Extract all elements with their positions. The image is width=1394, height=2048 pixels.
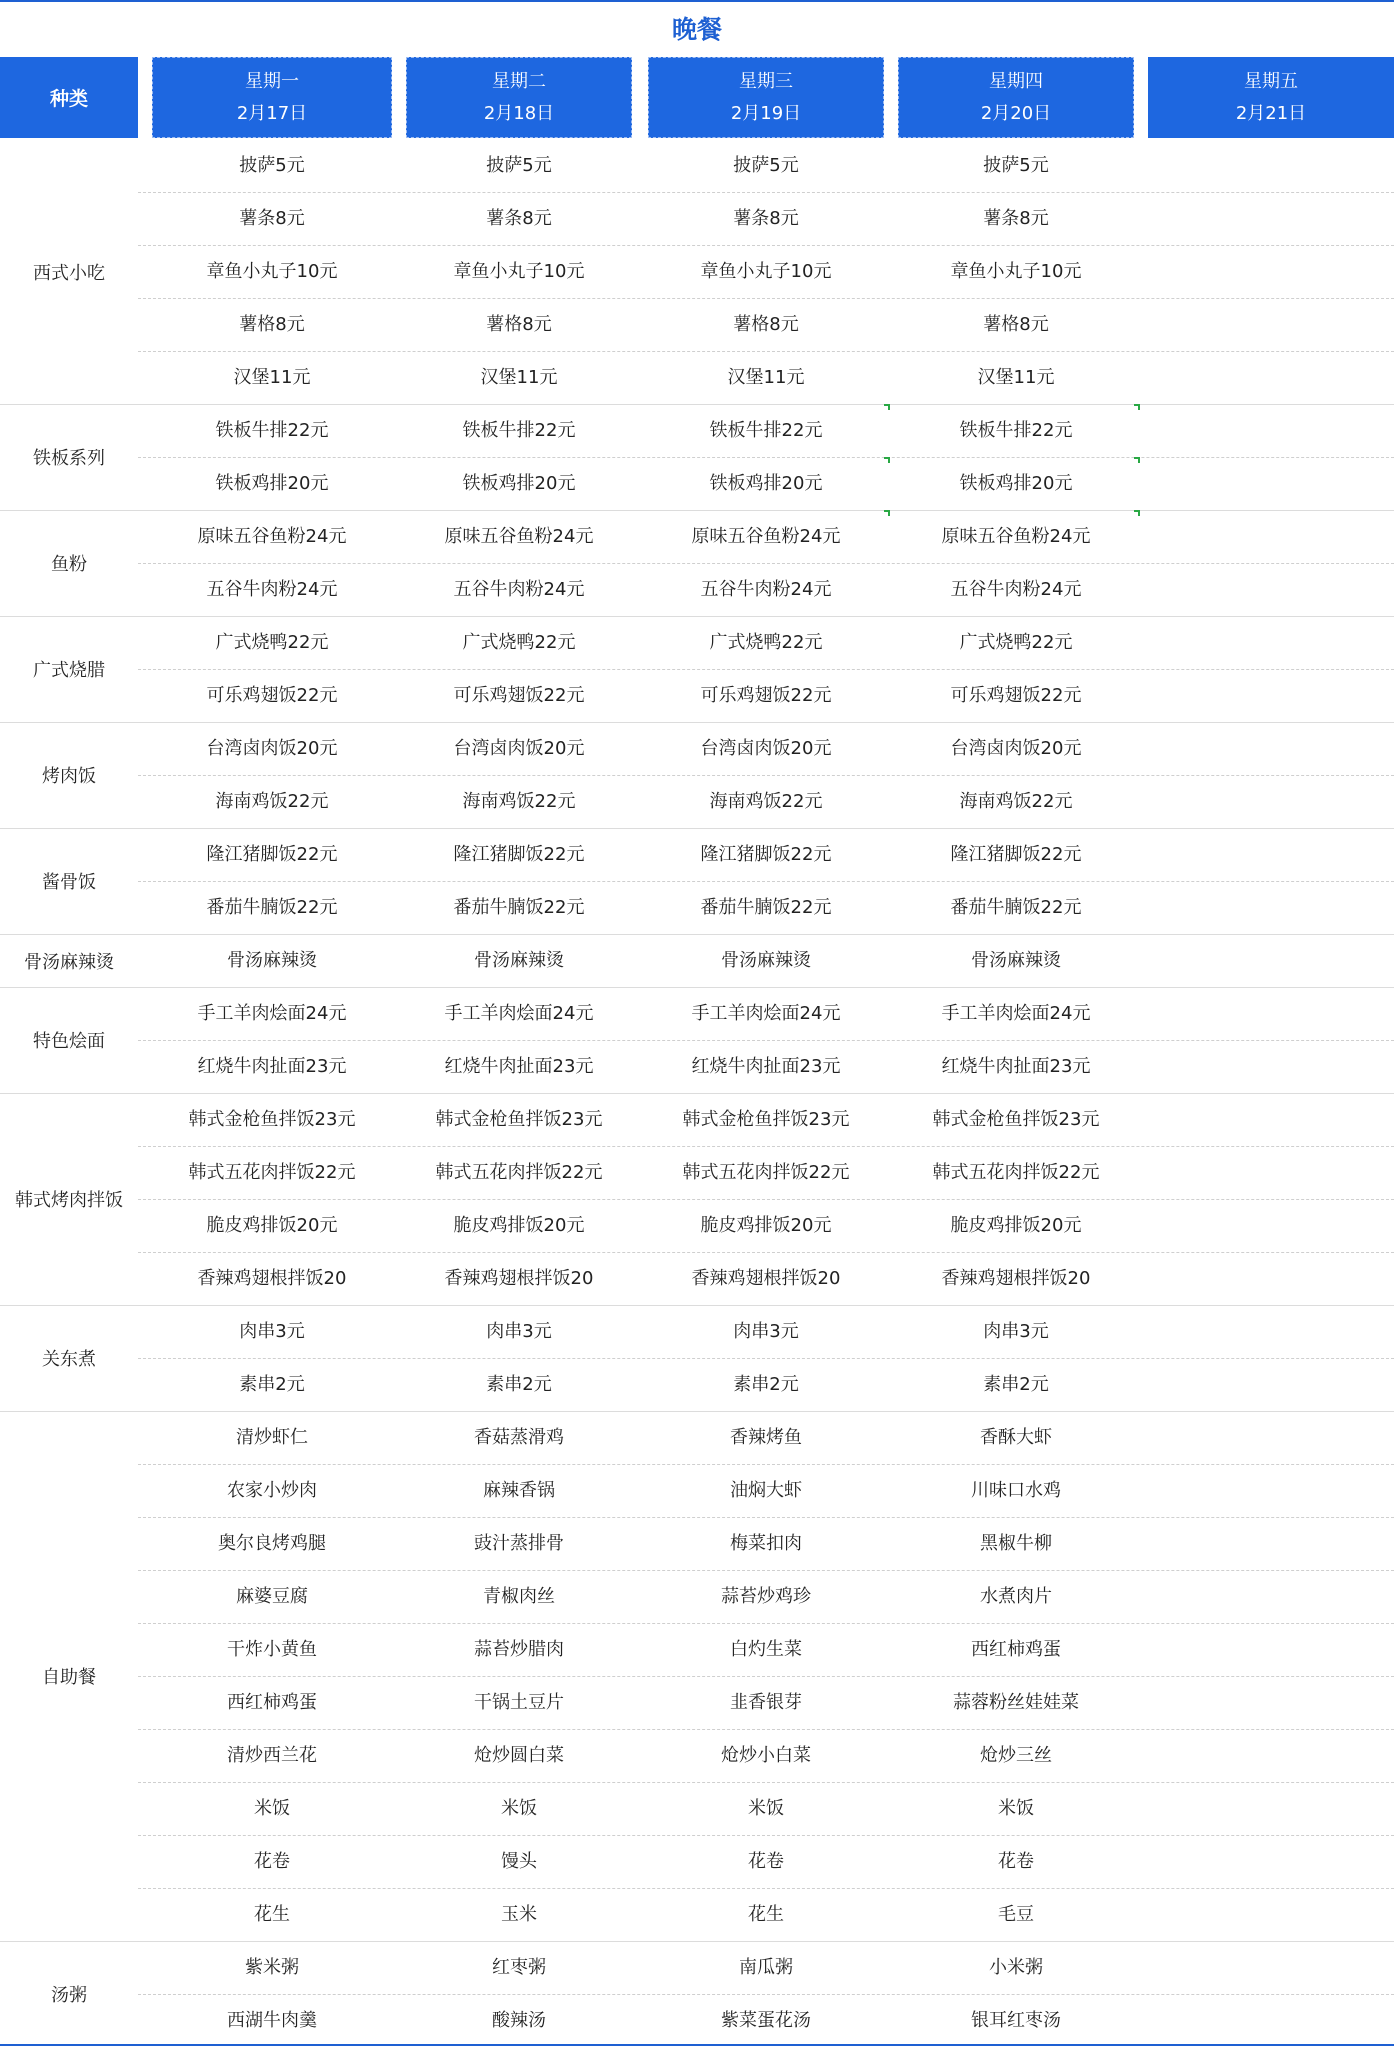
menu-item-cell: 奥尔良烤鸡腿 <box>218 1533 326 1554</box>
menu-item-cell <box>1151 1888 1391 1941</box>
category-label: 关东煮 <box>42 1349 96 1370</box>
menu-item-cell: 肉串3元 <box>733 1321 799 1342</box>
menu-item-cell: 黑椒牛柳 <box>980 1533 1052 1554</box>
menu-item-cell: 台湾卤肉饭20元 <box>950 738 1082 759</box>
day-header-mon <box>152 57 392 138</box>
cell-marker <box>1134 457 1140 463</box>
menu-item-cell: 肉串3元 <box>239 1321 305 1342</box>
menu-item-cell: 铁板牛排22元 <box>462 420 576 441</box>
menu-item-cell: 披萨5元 <box>983 155 1049 176</box>
menu-item-cell: 干锅土豆片 <box>474 1692 564 1713</box>
menu-item-cell: 五谷牛肉粉24元 <box>700 579 832 600</box>
menu-item-cell <box>1151 1411 1391 1464</box>
menu-item-cell: 韩式五花肉拌饭22元 <box>682 1162 850 1183</box>
menu-item-cell: 香辣鸡翅根拌饭20 <box>691 1268 841 1289</box>
menu-item-cell <box>1151 934 1391 987</box>
menu-item-cell: 原味五谷鱼粉24元 <box>941 526 1091 547</box>
menu-item-cell: 隆江猪脚饭22元 <box>700 844 832 865</box>
category-label: 骨汤麻辣烫 <box>24 951 114 973</box>
menu-item-cell: 水煮肉片 <box>980 1586 1052 1607</box>
menu-item-cell: 番茄牛腩饭22元 <box>950 897 1082 918</box>
menu-item-cell: 农家小炒肉 <box>227 1480 317 1501</box>
menu-item-cell: 可乐鸡翅饭22元 <box>950 685 1082 706</box>
menu-item-cell: 清炒西兰花 <box>227 1745 317 1766</box>
day-header-weekday: 星期四 <box>989 70 1043 92</box>
menu-item-cell: 章鱼小丸子10元 <box>206 261 338 282</box>
menu-item-cell: 薯格8元 <box>239 314 305 335</box>
menu-item-cell: 肉串3元 <box>983 1321 1049 1342</box>
menu-item-cell: 可乐鸡翅饭22元 <box>206 685 338 706</box>
menu-item-cell <box>1151 139 1391 192</box>
bottom-border <box>0 2044 1394 2046</box>
menu-item-cell <box>1151 1464 1391 1517</box>
category-label: 汤粥 <box>51 1985 87 2006</box>
menu-item-cell: 薯格8元 <box>486 314 552 335</box>
menu-item-cell <box>1151 563 1391 616</box>
menu-item-cell: 披萨5元 <box>239 155 305 176</box>
menu-item-cell: 汉堡11元 <box>480 367 558 388</box>
menu-item-cell <box>1151 1040 1391 1093</box>
menu-item-cell: 汉堡11元 <box>727 367 805 388</box>
menu-item-cell: 可乐鸡翅饭22元 <box>453 685 585 706</box>
menu-item-cell: 米饭 <box>998 1798 1034 1819</box>
menu-item-cell: 汉堡11元 <box>233 367 311 388</box>
menu-item-cell: 原味五谷鱼粉24元 <box>197 526 347 547</box>
cell-marker <box>884 404 890 410</box>
cell-marker <box>1134 510 1140 516</box>
menu-item-cell <box>1151 722 1391 775</box>
menu-item-cell: 薯条8元 <box>983 208 1049 229</box>
menu-item-cell: 酸辣汤 <box>492 2010 546 2031</box>
menu-item-cell: 手工羊肉烩面24元 <box>941 1003 1091 1024</box>
menu-item-cell: 蒜苔炒腊肉 <box>474 1639 564 1660</box>
menu-item-cell <box>1151 1941 1391 1994</box>
menu-item-cell <box>1151 1835 1391 1888</box>
menu-item-cell: 花生 <box>748 1904 784 1925</box>
menu-item-cell: 铁板鸡排20元 <box>462 473 576 494</box>
menu-item-cell: 骨汤麻辣烫 <box>721 950 811 971</box>
menu-item-cell: 薯条8元 <box>733 208 799 229</box>
menu-item-cell: 台湾卤肉饭20元 <box>453 738 585 759</box>
menu-item-cell: 手工羊肉烩面24元 <box>444 1003 594 1024</box>
cell-marker <box>884 510 890 516</box>
menu-item-cell: 韩式五花肉拌饭22元 <box>932 1162 1100 1183</box>
day-header-date: 2月19日 <box>730 102 802 124</box>
menu-item-cell: 红烧牛肉扯面23元 <box>941 1056 1091 1077</box>
menu-item-cell: 骨汤麻辣烫 <box>227 950 317 971</box>
menu-item-cell: 手工羊肉烩面24元 <box>197 1003 347 1024</box>
menu-item-cell: 西红柿鸡蛋 <box>971 1639 1061 1660</box>
menu-item-cell <box>1151 1729 1391 1782</box>
menu-item-cell: 素串2元 <box>733 1374 799 1395</box>
menu-item-cell <box>1151 1994 1391 2047</box>
menu-item-cell: 骨汤麻辣烫 <box>971 950 1061 971</box>
menu-item-cell: 白灼生菜 <box>730 1639 802 1660</box>
menu-item-cell: 素串2元 <box>239 1374 305 1395</box>
day-header-weekday: 星期五 <box>1244 70 1298 92</box>
menu-item-cell <box>1151 1146 1391 1199</box>
day-header-date: 2月21日 <box>1235 102 1307 124</box>
menu-item-cell: 紫米粥 <box>245 1957 299 1978</box>
menu-item-cell: 豉汁蒸排骨 <box>474 1533 564 1554</box>
menu-item-cell: 红烧牛肉扯面23元 <box>197 1056 347 1077</box>
day-header-wed <box>648 57 884 138</box>
day-header-date: 2月17日 <box>236 102 308 124</box>
menu-item-cell: 西红柿鸡蛋 <box>227 1692 317 1713</box>
menu-item-cell: 玉米 <box>501 1904 537 1925</box>
category-header-label: 种类 <box>49 88 88 110</box>
menu-item-cell: 海南鸡饭22元 <box>215 791 329 812</box>
category-label: 西式小吃 <box>33 262 105 284</box>
menu-item-cell <box>1151 669 1391 722</box>
menu-item-cell: 番茄牛腩饭22元 <box>700 897 832 918</box>
menu-item-cell: 香辣烤鱼 <box>730 1427 802 1448</box>
menu-item-cell: 干炸小黄鱼 <box>227 1639 317 1660</box>
menu-item-cell: 米饭 <box>501 1798 537 1819</box>
day-header-thu <box>898 57 1134 138</box>
category-header <box>0 57 138 138</box>
menu-item-cell <box>1151 828 1391 881</box>
category-label: 铁板系列 <box>33 448 105 469</box>
menu-item-cell: 章鱼小丸子10元 <box>453 261 585 282</box>
menu-item-cell: 铁板牛排22元 <box>215 420 329 441</box>
menu-item-cell <box>1151 616 1391 669</box>
menu-item-cell <box>1151 1305 1391 1358</box>
menu-item-cell: 炝炒圆白菜 <box>474 1745 564 1766</box>
menu-item-cell: 花卷 <box>254 1851 290 1872</box>
menu-item-cell: 蒜蓉粉丝娃娃菜 <box>953 1692 1079 1713</box>
menu-item-cell <box>1151 404 1391 457</box>
menu-item-cell: 手工羊肉烩面24元 <box>691 1003 841 1024</box>
category-label: 自助餐 <box>42 1667 96 1688</box>
menu-item-cell: 香酥大虾 <box>980 1427 1052 1448</box>
page-title: 晚餐 <box>0 0 1394 56</box>
menu-item-cell: 梅菜扣肉 <box>730 1533 802 1554</box>
menu-item-cell: 炝炒三丝 <box>980 1745 1052 1766</box>
menu-item-cell: 青椒肉丝 <box>483 1586 555 1607</box>
menu-item-cell: 肉串3元 <box>486 1321 552 1342</box>
menu-item-cell: 隆江猪脚饭22元 <box>206 844 338 865</box>
menu-item-cell: 西湖牛肉羹 <box>227 2010 317 2031</box>
menu-item-cell: 海南鸡饭22元 <box>709 791 823 812</box>
day-header-weekday: 星期三 <box>739 70 793 92</box>
menu-item-cell: 花生 <box>254 1904 290 1925</box>
menu-item-cell: 清炒虾仁 <box>236 1427 308 1448</box>
menu-item-cell: 骨汤麻辣烫 <box>474 950 564 971</box>
menu-item-cell: 蒜苔炒鸡珍 <box>721 1586 811 1607</box>
menu-item-cell: 五谷牛肉粉24元 <box>950 579 1082 600</box>
menu-item-cell: 原味五谷鱼粉24元 <box>691 526 841 547</box>
menu-item-cell: 隆江猪脚饭22元 <box>950 844 1082 865</box>
menu-item-cell <box>1151 298 1391 351</box>
menu-item-cell: 披萨5元 <box>733 155 799 176</box>
menu-item-cell: 铁板鸡排20元 <box>959 473 1073 494</box>
menu-item-cell: 素串2元 <box>486 1374 552 1395</box>
menu-item-cell <box>1151 1676 1391 1729</box>
cell-marker <box>884 457 890 463</box>
menu-item-cell <box>1151 510 1391 563</box>
category-label: 特色烩面 <box>33 1031 105 1052</box>
menu-item-cell: 红烧牛肉扯面23元 <box>691 1056 841 1077</box>
menu-item-cell: 银耳红枣汤 <box>971 2010 1061 2031</box>
menu-item-cell: 香菇蒸滑鸡 <box>474 1427 564 1448</box>
day-header-fri <box>1148 57 1394 138</box>
menu-item-cell: 广式烧鸭22元 <box>709 632 823 653</box>
menu-item-cell <box>1151 881 1391 934</box>
menu-item-cell <box>1151 1358 1391 1411</box>
menu-item-cell: 海南鸡饭22元 <box>959 791 1073 812</box>
menu-item-cell: 番茄牛腩饭22元 <box>206 897 338 918</box>
menu-item-cell: 油焖大虾 <box>730 1480 802 1501</box>
category-label: 鱼粉 <box>51 554 87 575</box>
menu-item-cell: 铁板鸡排20元 <box>709 473 823 494</box>
day-header-date: 2月20日 <box>980 102 1052 124</box>
cell-marker <box>1134 404 1140 410</box>
menu-item-cell: 米饭 <box>254 1798 290 1819</box>
menu-item-cell: 麻婆豆腐 <box>236 1586 308 1607</box>
menu-item-cell: 香辣鸡翅根拌饭20 <box>444 1268 594 1289</box>
menu-item-cell: 炝炒小白菜 <box>721 1745 811 1766</box>
menu-item-cell: 披萨5元 <box>486 155 552 176</box>
day-header-weekday: 星期二 <box>492 70 546 92</box>
menu-item-cell <box>1151 245 1391 298</box>
menu-item-cell: 脆皮鸡排饭20元 <box>700 1215 832 1236</box>
menu-item-cell <box>1151 457 1391 510</box>
menu-item-cell: 广式烧鸭22元 <box>215 632 329 653</box>
menu-item-cell: 脆皮鸡排饭20元 <box>453 1215 585 1236</box>
menu-item-cell: 素串2元 <box>983 1374 1049 1395</box>
menu-item-cell: 毛豆 <box>998 1904 1034 1925</box>
menu-item-cell <box>1151 987 1391 1040</box>
menu-item-cell: 香辣鸡翅根拌饭20 <box>197 1268 347 1289</box>
menu-item-cell: 薯条8元 <box>239 208 305 229</box>
menu-item-cell: 铁板牛排22元 <box>959 420 1073 441</box>
menu-item-cell: 番茄牛腩饭22元 <box>453 897 585 918</box>
menu-item-cell <box>1151 1093 1391 1146</box>
menu-item-cell: 南瓜粥 <box>739 1957 793 1978</box>
menu-item-cell: 薯格8元 <box>983 314 1049 335</box>
menu-item-cell: 广式烧鸭22元 <box>959 632 1073 653</box>
menu-item-cell <box>1151 775 1391 828</box>
menu-item-cell: 章鱼小丸子10元 <box>950 261 1082 282</box>
menu-item-cell: 台湾卤肉饭20元 <box>700 738 832 759</box>
menu-item-cell: 韩式五花肉拌饭22元 <box>188 1162 356 1183</box>
category-label: 韩式烤肉拌饭 <box>15 1190 123 1211</box>
menu-item-cell: 铁板牛排22元 <box>709 420 823 441</box>
menu-item-cell: 紫菜蛋花汤 <box>721 2010 811 2031</box>
menu-item-cell: 馒头 <box>501 1851 537 1872</box>
menu-item-cell <box>1151 1252 1391 1305</box>
category-label: 酱骨饭 <box>42 872 96 893</box>
menu-item-cell: 汉堡11元 <box>977 367 1055 388</box>
menu-item-cell: 可乐鸡翅饭22元 <box>700 685 832 706</box>
menu-item-cell <box>1151 1623 1391 1676</box>
category-label: 烤肉饭 <box>42 766 96 787</box>
menu-item-cell: 红烧牛肉扯面23元 <box>444 1056 594 1077</box>
day-header-tue <box>406 57 632 138</box>
menu-item-cell <box>1151 351 1391 404</box>
day-header-weekday: 星期一 <box>245 70 299 92</box>
menu-item-cell: 脆皮鸡排饭20元 <box>950 1215 1082 1236</box>
menu-item-cell: 米饭 <box>748 1798 784 1819</box>
menu-item-cell: 章鱼小丸子10元 <box>700 261 832 282</box>
menu-item-cell: 五谷牛肉粉24元 <box>206 579 338 600</box>
menu-item-cell: 韩式金枪鱼拌饭23元 <box>682 1109 850 1130</box>
menu-item-cell <box>1151 1570 1391 1623</box>
menu-item-cell: 韩式金枪鱼拌饭23元 <box>932 1109 1100 1130</box>
menu-item-cell: 红枣粥 <box>492 1957 546 1978</box>
menu-item-cell: 铁板鸡排20元 <box>215 473 329 494</box>
menu-item-cell: 麻辣香锅 <box>483 1480 555 1501</box>
category-label: 广式烧腊 <box>33 660 105 681</box>
menu-item-cell: 隆江猪脚饭22元 <box>453 844 585 865</box>
menu-item-cell: 川味口水鸡 <box>971 1480 1061 1501</box>
menu-item-cell: 花卷 <box>998 1851 1034 1872</box>
menu-item-cell: 薯格8元 <box>733 314 799 335</box>
menu-item-cell: 香辣鸡翅根拌饭20 <box>941 1268 1091 1289</box>
menu-item-cell: 韭香银芽 <box>730 1692 802 1713</box>
menu-item-cell: 原味五谷鱼粉24元 <box>444 526 594 547</box>
menu-item-cell <box>1151 1517 1391 1570</box>
menu-item-cell: 小米粥 <box>989 1957 1043 1978</box>
menu-item-cell: 韩式金枪鱼拌饭23元 <box>435 1109 603 1130</box>
menu-item-cell <box>1151 1782 1391 1835</box>
menu-item-cell: 脆皮鸡排饭20元 <box>206 1215 338 1236</box>
menu-item-cell: 广式烧鸭22元 <box>462 632 576 653</box>
day-header-date: 2月18日 <box>483 102 555 124</box>
menu-item-cell: 韩式金枪鱼拌饭23元 <box>188 1109 356 1130</box>
menu-item-cell <box>1151 1199 1391 1252</box>
menu-item-cell: 五谷牛肉粉24元 <box>453 579 585 600</box>
menu-item-cell: 海南鸡饭22元 <box>462 791 576 812</box>
menu-item-cell <box>1151 192 1391 245</box>
menu-item-cell: 台湾卤肉饭20元 <box>206 738 338 759</box>
menu-item-cell: 花卷 <box>748 1851 784 1872</box>
menu-item-cell: 韩式五花肉拌饭22元 <box>435 1162 603 1183</box>
menu-item-cell: 薯条8元 <box>486 208 552 229</box>
